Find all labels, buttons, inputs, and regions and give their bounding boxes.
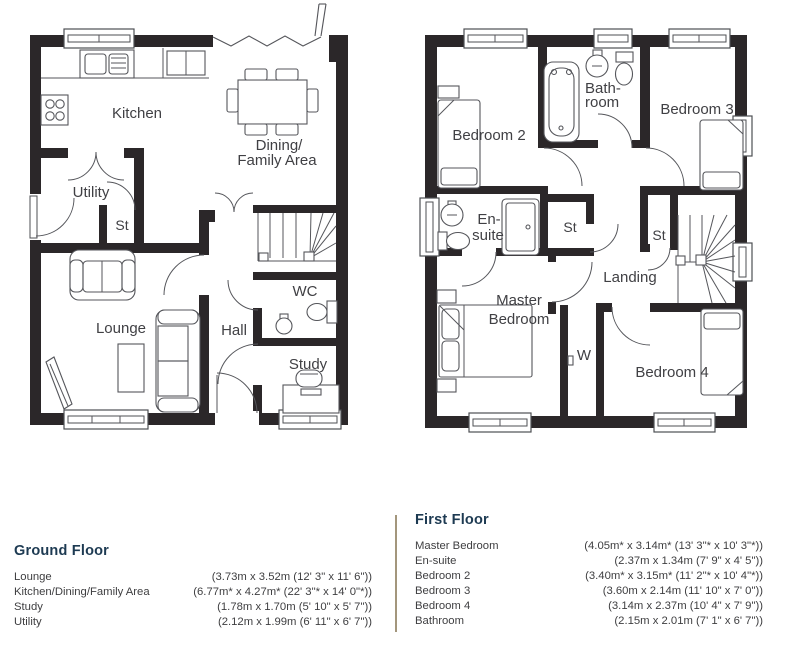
bifold-doors-icon — [213, 36, 321, 46]
room-label-utility: Utility — [72, 184, 110, 201]
coffee-table-icon — [118, 344, 144, 392]
first-floor-title: First Floor — [415, 512, 489, 528]
ff-stairs-icon — [676, 215, 735, 303]
room-name: Bedroom 2 — [415, 570, 471, 582]
room-name: Master Bedroom — [415, 540, 499, 552]
table-row — [14, 570, 372, 585]
room-label-kitchen: Kitchen — [111, 105, 163, 122]
room-label-st-right: St — [652, 227, 666, 243]
room-size: (3.73m x 3.52m (12' 3" x 11' 6")) — [211, 571, 372, 583]
room-label-st: St — [115, 217, 129, 233]
room-size: (2.37m x 1.34m (7' 9" x 4' 5")) — [614, 555, 763, 567]
room-name: En-suite — [415, 555, 457, 567]
room-label-lounge: Lounge — [95, 320, 147, 337]
room-label-wardrobe: W — [576, 347, 592, 364]
room-label-master-2: Bedroom — [488, 311, 550, 328]
room-size: (1.78m x 1.70m (5' 10" x 5' 7")) — [217, 601, 372, 613]
bathroom-basin-icon — [586, 50, 608, 77]
window — [464, 29, 527, 48]
table-row — [14, 600, 372, 615]
room-name: Kitchen/Dining/Family Area — [14, 586, 150, 598]
room-label-master-1: Master — [496, 292, 542, 309]
room-name: Lounge — [14, 571, 52, 583]
window — [594, 29, 632, 48]
window — [64, 410, 148, 429]
hob-icon — [41, 95, 68, 125]
back-door — [28, 194, 43, 240]
table-row — [415, 614, 763, 629]
first-floor-rows — [415, 539, 763, 629]
table-row — [415, 584, 763, 599]
room-name: Utility — [14, 616, 42, 628]
room-label-bedroom3: Bedroom 3 — [660, 101, 734, 118]
room-size: (3.60m x 2.14m (11' 10" x 7' 0")) — [602, 585, 763, 597]
room-label-bedroom2: Bedroom 2 — [452, 127, 526, 144]
window — [669, 29, 730, 48]
room-label-ensuite-2: suite — [472, 227, 504, 244]
room-name: Bathroom — [415, 615, 464, 627]
room-label-bathroom-2: room — [585, 94, 620, 111]
room-size: (2.12m x 1.99m (6' 11" x 6' 7")) — [217, 616, 372, 628]
gf-stairs-icon — [258, 213, 336, 261]
table-row — [415, 599, 763, 614]
room-size: (3.40m* x 3.15m* (11' 2"* x 10' 4"*)) — [585, 570, 763, 582]
window — [64, 29, 134, 48]
room-label-study: Study — [288, 356, 328, 373]
ensuite-basin-icon — [441, 201, 463, 226]
study-desk-icon — [283, 370, 339, 413]
table-row — [14, 585, 372, 600]
window — [654, 413, 715, 432]
front-door — [215, 411, 259, 427]
bath-icon — [544, 62, 579, 142]
column-divider — [395, 515, 397, 632]
table-row — [415, 569, 763, 584]
room-label-dining-1: Dining/ — [255, 137, 303, 154]
dining-table-icon — [227, 69, 318, 135]
ensuite-toilet-icon — [438, 232, 470, 250]
ground-floor-plan — [28, 4, 348, 429]
room-label-st-left: St — [563, 219, 577, 235]
room-name: Study — [14, 601, 43, 613]
room-label-hall: Hall — [221, 322, 247, 339]
armchair-icon — [70, 250, 135, 300]
bedroom4-bed-icon — [701, 309, 743, 395]
room-label-bedroom4: Bedroom 4 — [635, 364, 709, 381]
room-label-bathroom-1: Bath- — [585, 80, 621, 97]
room-label-wc: WC — [292, 283, 318, 300]
ground-floor-table — [14, 543, 372, 630]
first-floor-plan — [420, 29, 752, 432]
flue-icon — [315, 4, 326, 36]
ground-floor-rows — [14, 570, 372, 630]
shower-icon — [502, 199, 539, 255]
ground-floor-title: Ground Floor — [14, 543, 110, 559]
table-row — [415, 539, 763, 554]
window — [469, 413, 531, 432]
room-name: Bedroom 3 — [415, 585, 471, 597]
table-row — [415, 554, 763, 569]
wardrobe-handle-icon — [568, 356, 573, 365]
room-size: (2.15m x 2.01m (7' 1" x 6' 7")) — [614, 615, 763, 627]
room-name: Bedroom 4 — [415, 600, 471, 612]
room-label-ensuite-1: En- — [477, 211, 501, 228]
window — [733, 243, 752, 281]
kitchen-sink-icon — [80, 50, 134, 78]
wc-basin-icon — [276, 314, 292, 334]
wc-toilet-icon — [307, 301, 337, 323]
window — [420, 198, 439, 256]
room-size: (3.14m x 2.37m (10' 4" x 7' 9")) — [608, 600, 763, 612]
room-label-landing: Landing — [603, 269, 657, 286]
table-row — [14, 615, 372, 630]
room-size: (4.05m* x 3.14m* (13' 3"* x 10' 3"*)) — [584, 540, 763, 552]
bedroom3-bed-icon — [700, 120, 743, 190]
tv-icon — [46, 357, 72, 409]
room-label-dining-2: Family Area — [237, 152, 317, 169]
room-size: (6.77m* x 4.27m* (22' 3"* x 14' 0"*)) — [193, 586, 372, 598]
gf-doors — [36, 152, 258, 413]
first-floor-table — [415, 512, 763, 629]
sofa-icon — [156, 310, 200, 412]
